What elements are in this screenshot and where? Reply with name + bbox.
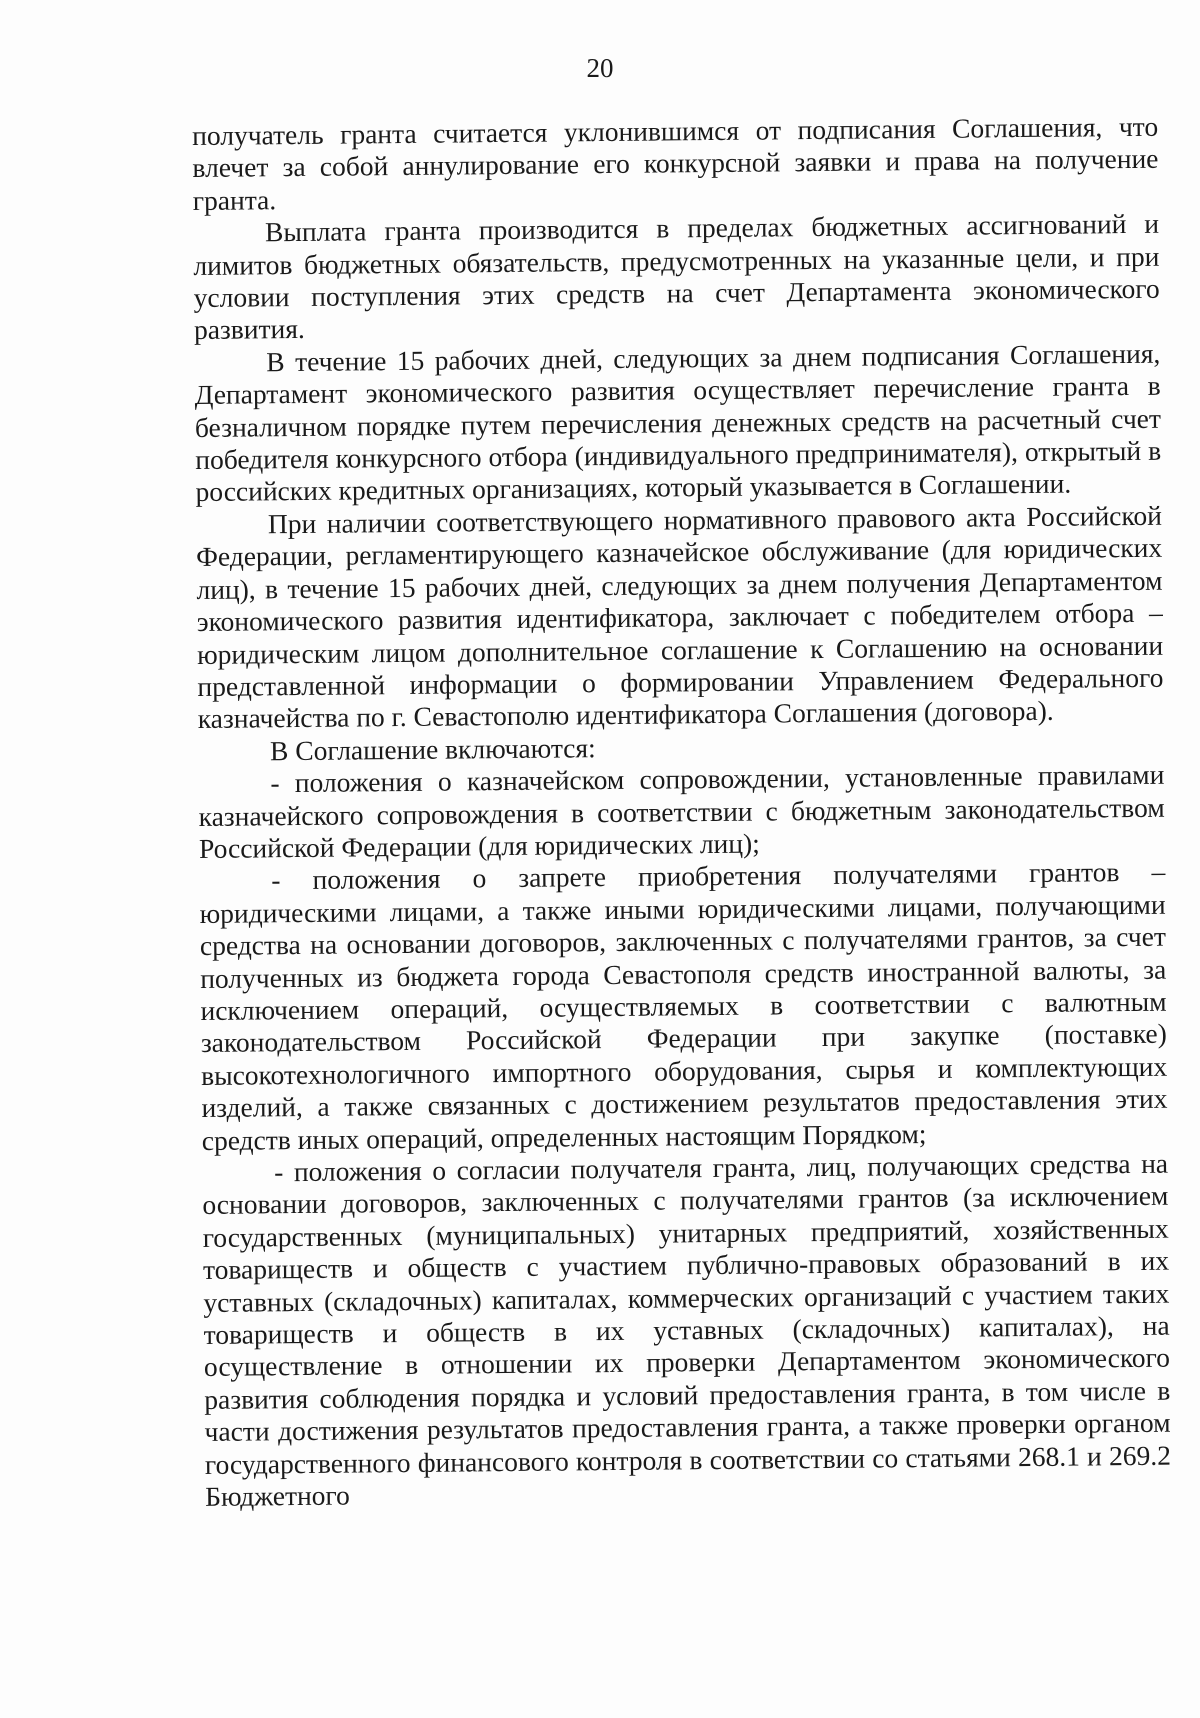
paragraph-grant-payment: Выплата гранта производится в пределах бюджетных ассигнований и лимитов бюджетных обязательств, предусмотренных на указанные цели, и при условии поступления этих средств на счет Департамента экономического развития. <box>193 207 1160 346</box>
paragraph-treasury-agreement: При наличии соответствующего нормативного правового акта Российской Федерации, регламентирующего казначейское обслуживание (для юридических лиц), в течение 15 рабочих дней, следующих за днем получения Департаментом экономического развития идентификатора, заключает с победителем отбора – юридическим лицом дополнительное соглашение к Соглашению на основании представленной информации о формировании Управлением Федерального казначейства по г. Севастополю идентификатора Соглашения (договора). <box>196 499 1164 735</box>
paragraph-agreement-includes: В Соглашение включаются: <box>269 731 596 766</box>
list-item-inspection-consent: - положения о согласии получателя гранта, лиц, получающих средства на основании договоров, заключенных с получателями грантов (за исключением государственных (муниципальных) унитарных предприятий, хозяйственных товариществ и обществ с участием публично-правовых образований в их уставных (складочных) капиталах, коммерческих организаций с участием таких товариществ и обществ в их уставных (складочных) капиталах), на осуществление в отношении их проверки Департаментом экономического развития соблюдения порядка и условий предоставления гранта, в том числе в части достижения результатов предоставления гранта, а также проверки органом государственного финансового контроля в соответствии со статьями 268.1 и 269.2 Бюджетного <box>202 1147 1172 1512</box>
list-item-treasury-support: - положения о казначейском сопровождении, установленные правилами казначейского сопровождения в соответствии с бюджетным законодательством Российской Федерации (для юридических лиц); <box>198 758 1165 864</box>
page-number: 20 <box>586 53 614 83</box>
document-body <box>192 111 1171 1514</box>
paragraph-transfer-terms: В течение 15 рабочих дней, следующих за днем подписания Соглашения, Департамент экономического развития осуществляет перечисление гранта в безналичном порядке путем перечисления денежных средств на расчетный счет победителя конкурсного отбора (индивидуального предпринимателя), открытый в российских кредитных организациях, который указывается в Соглашении. <box>194 337 1162 508</box>
list-item-currency-ban: - положения о запрете приобретения получателями грантов – юридическими лицами, а также иными юридическими лицами, получающими средства на основании договоров, заключенных с получателями грантов, за счет полученных из бюджета города Севастополя средств иностранной валюты, за исключением операций, осуществляемых в соответствии с валютным законодательством Российской Федерации при закупке (поставке) высокотехнологичного импортного оборудования, сырья и комплектующих изделий, а также связанных с достижением результатов предоставления этих средств иных операций, определенных настоящим Порядком; <box>199 856 1168 1156</box>
paragraph-grant-refusal: получатель гранта считается уклонившимся от подписания Соглашения, что влечет за собой аннулирование его конкурсной заявки и права на получение гранта. <box>192 110 1159 216</box>
